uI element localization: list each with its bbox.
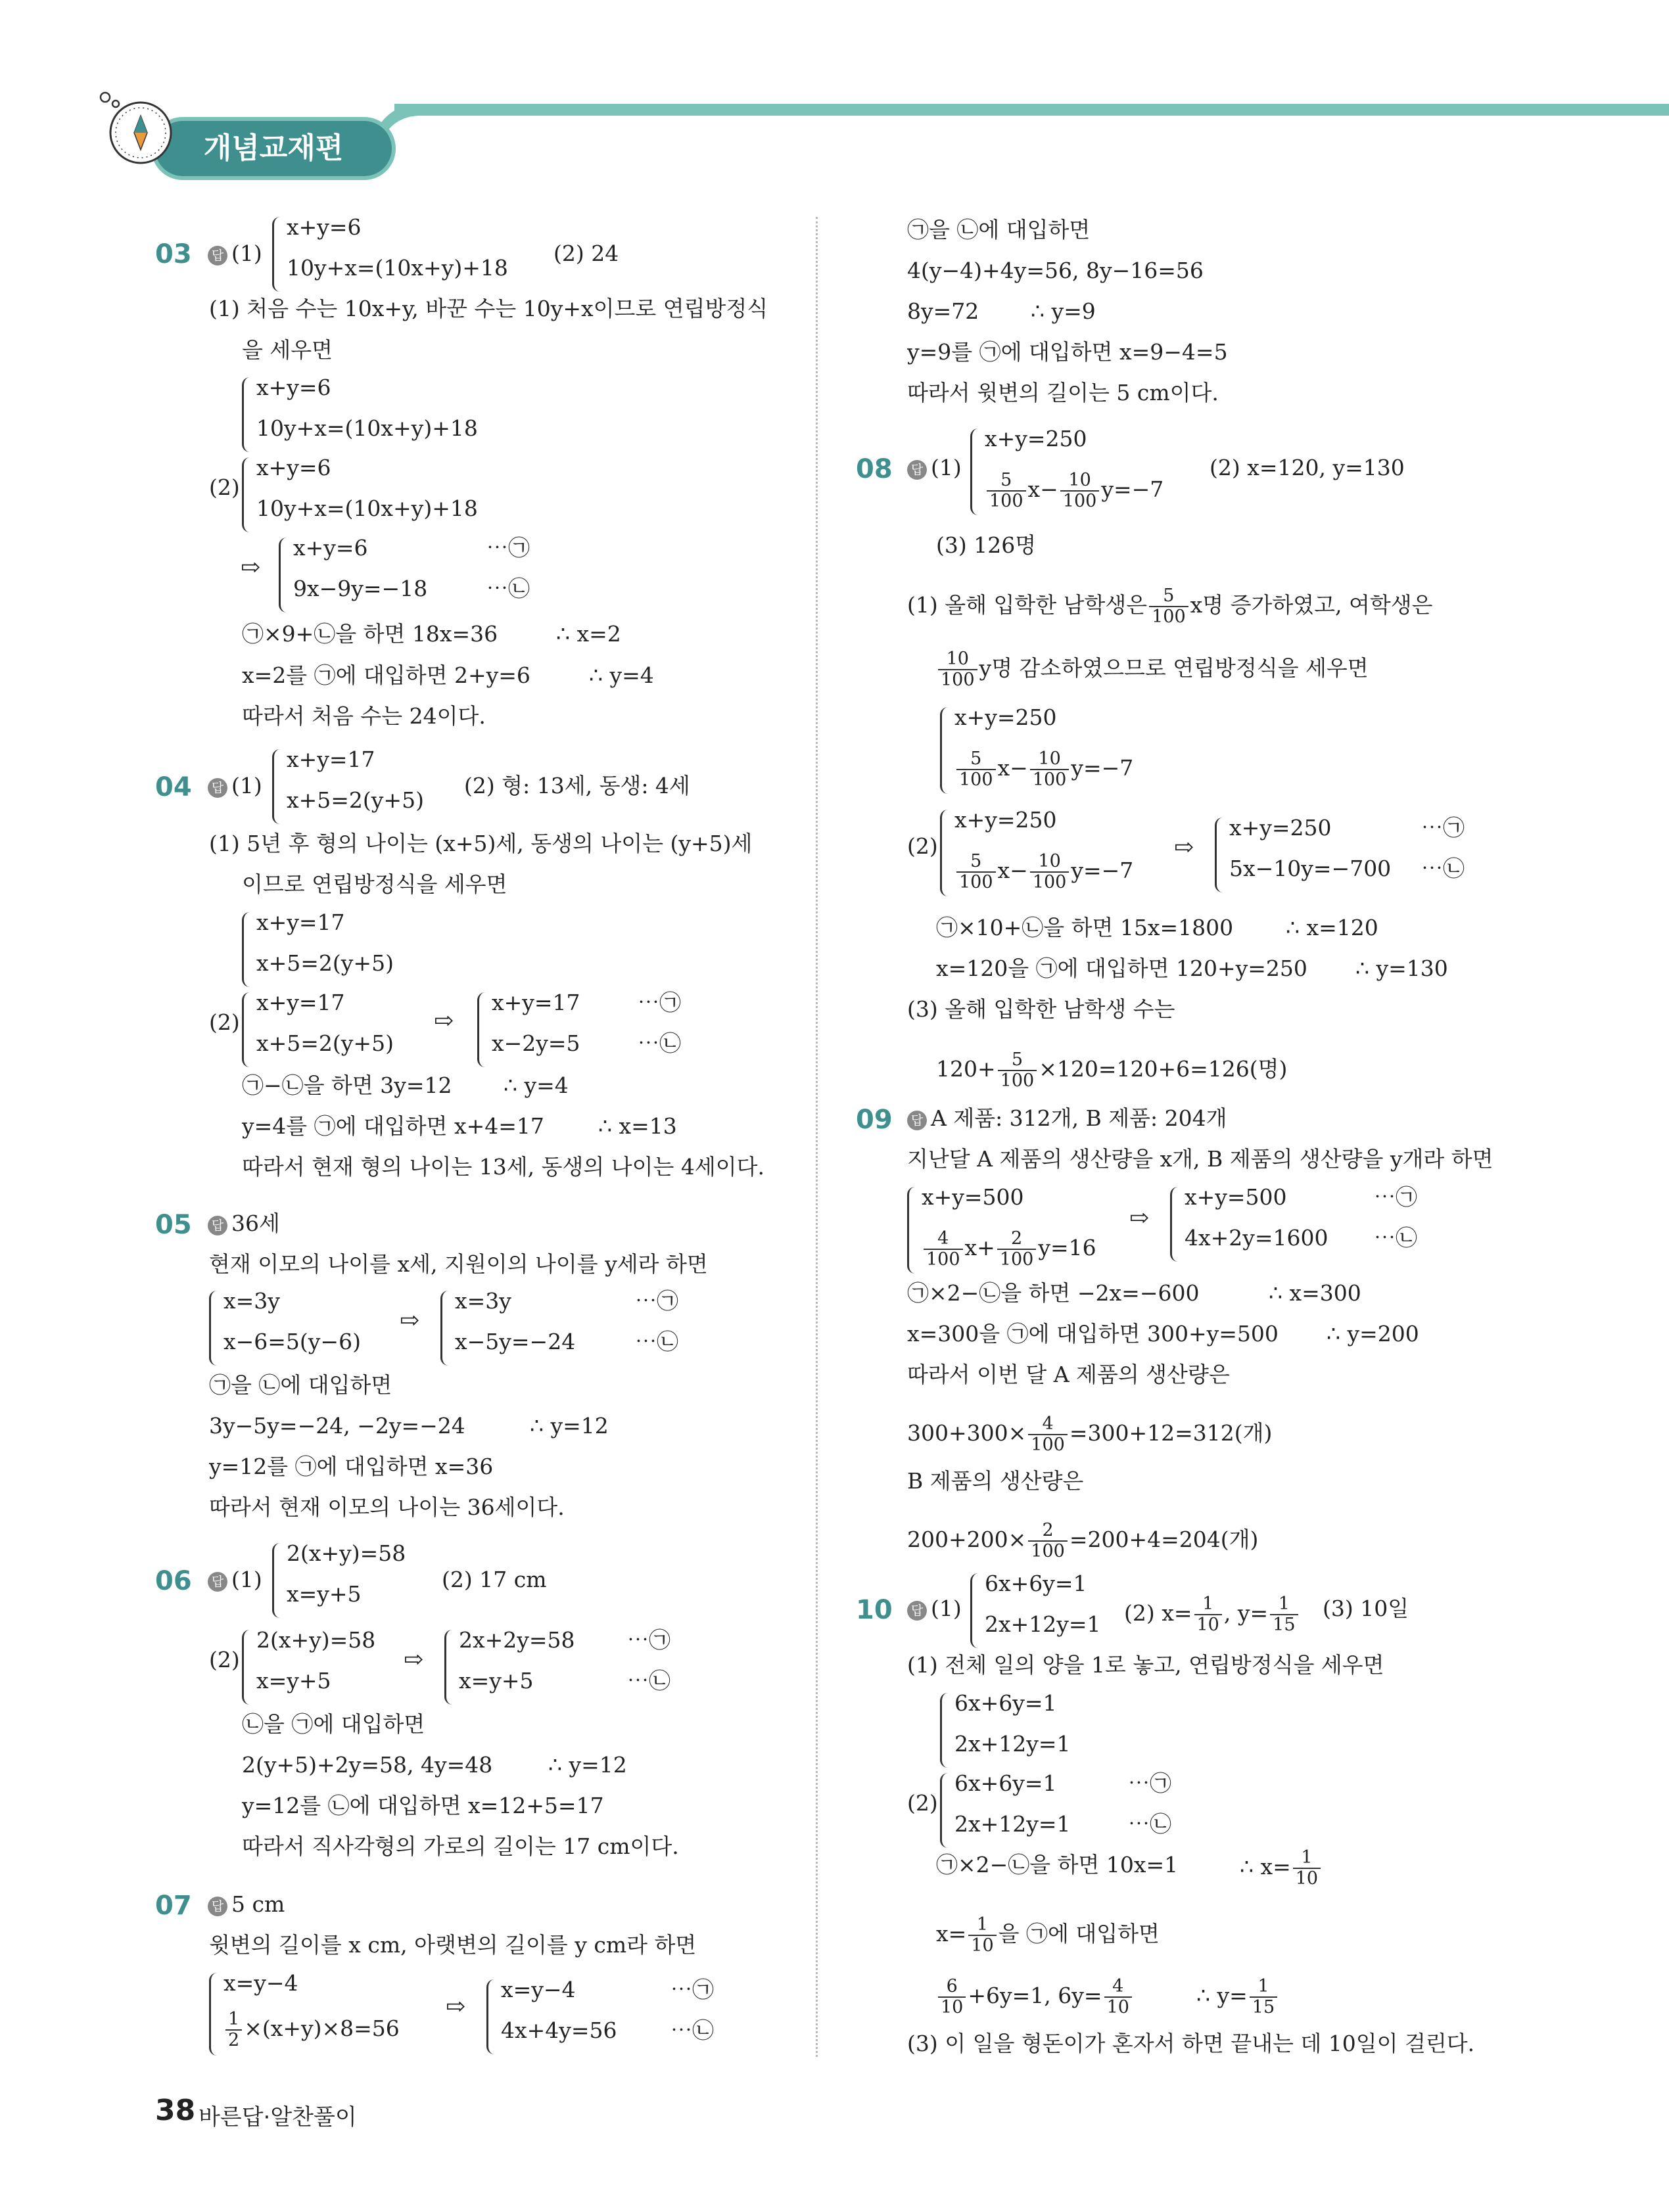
equation: 4x+4y=56 (501, 2017, 617, 2043)
solution-text: ㉠×2−㉡을 하면 10x=1 (936, 1852, 1179, 1878)
solution-text: 따라서 현재 형의 나이는 13세, 동생의 나이는 4세이다. (242, 1154, 764, 1180)
problem-number: 06 (155, 1566, 192, 1596)
equation-system (272, 1540, 436, 1621)
problem-number: 03 (155, 239, 192, 269)
equation-tag: ⋯㉠ (670, 1977, 714, 2002)
equation-system (940, 1770, 1111, 1851)
equation-tag: ⋯㉠ (1421, 815, 1465, 841)
solution-text: (1) 5년 후 형의 나이는 (x+5)세, 동생의 나이는 (y+5)세 (209, 831, 753, 856)
answer-badge-icon: 답 (907, 1601, 927, 1621)
equation: x+y=17 (256, 990, 345, 1015)
equation-tag: ⋯㉠ (627, 1627, 670, 1653)
solution-result: ∴ x=300 (1269, 1280, 1361, 1306)
equation-tag: ⋯㉡ (635, 1329, 678, 1354)
solution-text: 현재 이모의 나이를 x세, 지원이의 나이를 y세라 하면 (209, 1251, 708, 1277)
equation: x=3y (223, 1288, 280, 1314)
answer-line: 답 (1) (907, 455, 962, 481)
equation: 2x+12y=1 (954, 1811, 1071, 1837)
implies-arrow-icon: ⇨ (241, 554, 261, 581)
equation-tag: ⋯㉡ (670, 2017, 714, 2043)
equation: x=y−4 (223, 1970, 298, 1996)
solution-result: ∴ y=12 (530, 1413, 609, 1439)
solution-text: 따라서 현재 이모의 나이는 36세이다. (209, 1494, 565, 1520)
page-number: 38 (155, 2094, 196, 2127)
solution-text: (1) 전체 일의 양을 1로 놓고, 연립방정식을 세우면 (907, 1652, 1384, 1678)
equation: 2(x+y)=58 (287, 1540, 406, 1566)
equation-system (907, 1184, 1144, 1276)
answer-line: 답 36세 (208, 1210, 280, 1237)
equation: $\frac{5}{100}$ x− $\frac{10}{100}$ y=−7 (985, 471, 1164, 511)
equation: 6x+6y=1 (954, 1770, 1057, 1796)
equation: 2(x+y)=58 (256, 1627, 376, 1653)
solution-text: y=12를 ㉡에 대입하면 x=12+5=17 (242, 1793, 604, 1818)
equation: x−2y=5 (492, 1030, 580, 1056)
equation: 2x+12y=1 (985, 1611, 1101, 1637)
solution-result: ∴ x=120 (1286, 915, 1378, 940)
solution-text: ㉠×10+㉡을 하면 15x=1800 (936, 915, 1234, 940)
solution-text: 2(y+5)+2y=58, 4y=48 (242, 1752, 493, 1778)
equation: x+5=2(y+5) (256, 1030, 394, 1056)
equation: x+y=6 (293, 535, 368, 561)
answer-line: 답 (1) (907, 1596, 962, 1622)
equation: x+y=250 (954, 704, 1057, 730)
solution-result: ∴ y=130 (1355, 956, 1448, 981)
equation: 5x−10y=−700 (1229, 856, 1392, 881)
equation-system (940, 704, 1177, 796)
implies-arrow-icon: ⇨ (400, 1307, 420, 1334)
equation-system (272, 747, 469, 827)
equation: $\frac{1}{2}$ ×(x+y)×8=56 (223, 2010, 400, 2050)
solution-text: 따라서 직사각형의 가로의 길이는 17 cm이다. (242, 1833, 679, 1859)
implies-arrow-icon: ⇨ (1129, 1205, 1150, 1232)
solution-text: 120+ $\frac{5}{100}$ ×120=120+6=126(명) (936, 1049, 1288, 1091)
equation-tag: ⋯㉠ (1374, 1184, 1417, 1210)
solution-text: B 제품의 생산량은 (907, 1468, 1084, 1494)
solution-result: ∴ x= $\frac{1}{10}$ (1240, 1848, 1323, 1889)
equation: x+y=500 (922, 1184, 1024, 1210)
equation: 10y+x=(10x+y)+18 (256, 415, 478, 441)
equation-system (444, 1627, 628, 1707)
equation-tag: ⋯㉡ (486, 576, 530, 601)
solution-text: y=4를 ㉠에 대입하면 x+4=17 (242, 1113, 544, 1139)
equation: $\frac{5}{100}$ x− $\frac{10}{100}$ y=−7 (954, 749, 1133, 790)
equation-tag: ⋯㉠ (1128, 1770, 1171, 1796)
answer-part: (2) 형: 13세, 동생: 4세 (464, 773, 690, 798)
solution-text: 이므로 연립방정식을 세우면 (242, 871, 507, 897)
solution-result: ∴ y=12 (548, 1752, 627, 1778)
solution-text: 300+300× $\frac{4}{100}$ =300+12=312(개) (907, 1414, 1273, 1455)
equation: 6x+6y=1 (954, 1690, 1057, 1716)
solution-text: 을 세우면 (242, 337, 333, 363)
solution-text: ㉠×2−㉡을 하면 −2x=−600 (907, 1280, 1200, 1306)
equation: x+5=2(y+5) (287, 787, 424, 813)
answer-line: 답 5 cm (208, 1891, 285, 1918)
answer-badge-icon: 답 (208, 1216, 227, 1235)
compass-clock-icon (97, 89, 175, 167)
solution-text: (3) 이 일을 형돈이가 혼자서 하면 끝내는 데 10일이 걸린다. (907, 2031, 1475, 2056)
solution-result: ∴ y= $\frac{1}{15}$ (1196, 1977, 1279, 2017)
solution-label: (2) (209, 1009, 240, 1035)
equation: x+y=17 (492, 990, 580, 1015)
equation: 2x+2y=58 (459, 1627, 575, 1653)
equation: x+y=250 (954, 807, 1057, 833)
answer-part: (3) 10일 (1323, 1596, 1409, 1621)
problem-number: 05 (155, 1210, 192, 1240)
equation-system (242, 990, 439, 1070)
equation-system (970, 426, 1207, 518)
equation: 9x−9y=−18 (293, 576, 428, 601)
solution-text: 따라서 처음 수는 24이다. (242, 703, 486, 729)
equation: 2x+12y=1 (954, 1731, 1071, 1757)
problem-number: 08 (856, 454, 893, 484)
equation: x=y−4 (501, 1977, 576, 2002)
section-title-pill (151, 117, 396, 180)
solution-text: 따라서 이번 달 A 제품의 생산량은 (907, 1362, 1230, 1387)
equation-system (1215, 815, 1432, 895)
solution-text: 따라서 윗변의 길이는 5 cm이다. (907, 380, 1219, 405)
equation-tag: ⋯㉡ (627, 1668, 670, 1694)
implies-arrow-icon: ⇨ (434, 1007, 454, 1034)
equation-system (242, 375, 505, 455)
solution-text: (1) 처음 수는 10x+y, 바꾼 수는 10y+x이므로 연립방정식 (209, 296, 768, 321)
equation-system (486, 1977, 657, 2057)
equation: x=3y (455, 1288, 511, 1314)
equation: x+y=17 (256, 910, 345, 935)
equation-system (940, 807, 1177, 899)
solution-label: (2) (209, 1647, 240, 1672)
solution-text: (1) 올해 입학한 남학생은 $\frac{5}{100}$ x명 증가하였고, 여학생은 (907, 586, 1433, 627)
solution-text: 지난달 A 제품의 생산량을 x개, B 제품의 생산량을 y개라 하면 (907, 1146, 1493, 1172)
solution-result: ∴ y=200 (1327, 1321, 1419, 1347)
fraction: $\frac{1}{2}$ (225, 2010, 242, 2050)
equation: x+y=250 (985, 426, 1087, 451)
solution-text: 8y=72 (907, 298, 979, 324)
solution-text: ㉡을 ㉠에 대입하면 (242, 1711, 425, 1737)
equation: x+y=500 (1185, 1184, 1287, 1210)
solution-text: 200+200× $\frac{2}{100}$ =200+4=204(개) (907, 1520, 1259, 1561)
equation: x+y=6 (256, 375, 331, 400)
equation: x+5=2(y+5) (256, 950, 394, 976)
solution-text: y=12를 ㉠에 대입하면 x=36 (209, 1454, 494, 1479)
equation: x=y+5 (287, 1581, 362, 1607)
equation: 10y+x=(10x+y)+18 (256, 495, 478, 521)
solution-text: x= $\frac{1}{10}$ 을 ㉠에 대입하면 (936, 1914, 1160, 1956)
solution-result: ∴ y=4 (504, 1072, 569, 1098)
problem-number: 10 (856, 1595, 893, 1625)
implies-arrow-icon: ⇨ (404, 1646, 424, 1673)
answer-part: (3) 126명 (936, 532, 1037, 558)
equation-system (242, 455, 505, 535)
answer-badge-icon: 답 (208, 1897, 227, 1916)
solution-text: (3) 올해 입학한 남학생 수는 (907, 996, 1175, 1022)
solution-text: x=2를 ㉠에 대입하면 2+y=6 (242, 662, 530, 688)
solution-text: y=9를 ㉠에 대입하면 x=9−4=5 (907, 339, 1228, 365)
solution-text: $\frac{10}{100}$ y명 감소하였으므로 연립방정식을 세우면 (936, 649, 1369, 690)
solution-label: (2) (907, 833, 938, 859)
solution-result: ∴ x=2 (556, 621, 621, 647)
solution-text: ㉠을 ㉡에 대입하면 (209, 1372, 392, 1398)
equation: x−5y=−24 (455, 1329, 576, 1354)
equation: $\frac{4}{100}$ x+ $\frac{2}{100}$ y=16 (922, 1229, 1096, 1270)
solution-result: ∴ y=9 (1031, 298, 1096, 324)
answer-part-label: (1) (231, 241, 262, 266)
problem-number: 07 (155, 1891, 192, 1921)
solution-label: (2) (907, 1790, 938, 1816)
equation: x+y=17 (287, 747, 375, 772)
solution-text: 윗변의 길이를 x cm, 아랫변의 길이를 y cm라 하면 (209, 1932, 697, 1958)
equation-tag: ⋯㉠ (638, 990, 681, 1015)
solution-text: x=300을 ㉠에 대입하면 300+y=500 (907, 1321, 1279, 1347)
header-accent-line (394, 104, 1669, 116)
answer-line: 답 (1) (208, 1567, 262, 1593)
answer-part: (2) x=120, y=130 (1210, 455, 1405, 480)
section-title: 개념교재편 (203, 131, 344, 165)
solution-text: x=120을 ㉠에 대입하면 120+y=250 (936, 956, 1307, 981)
answer-part: (2) 17 cm (442, 1567, 547, 1592)
equation-system (272, 214, 535, 294)
equation-tag: ⋯㉡ (1374, 1225, 1417, 1251)
equation-system (209, 1288, 406, 1368)
equation: x+y=6 (287, 214, 362, 240)
answer-badge-icon: 답 (208, 778, 227, 798)
equation: x+y=250 (1229, 815, 1332, 841)
column-divider (816, 217, 818, 2057)
equation: $\frac{5}{100}$ x− $\frac{10}{100}$ y=−7 (954, 852, 1133, 892)
answer-line: 답 (1) (208, 773, 262, 799)
solution-result: ∴ y=4 (589, 662, 654, 688)
equation-tag: ⋯㉡ (1128, 1811, 1171, 1837)
solution-result: ∴ x=13 (598, 1113, 677, 1139)
answer-badge-icon: 답 (907, 1111, 927, 1130)
equation-system (1170, 1184, 1387, 1264)
solution-text: $\frac{6}{10}$ +6y=1, 6y= $\frac{4}{10}$ (936, 1977, 1134, 2017)
solution-text: ㉠−㉡을 하면 3y=12 (242, 1072, 452, 1098)
problem-number: 04 (155, 772, 192, 802)
equation-system (209, 1970, 446, 2058)
problem-number: 09 (856, 1105, 893, 1135)
equation-system (970, 1571, 1121, 1651)
solution-text: 3y−5y=−24, −2y=−24 (209, 1413, 465, 1439)
answer-part: (2) x= $\frac{1}{10}$ , y= $\frac{1}{15}$ (1124, 1594, 1300, 1635)
equation: x+y=6 (256, 455, 331, 480)
answer-badge-icon: 답 (907, 460, 927, 480)
solution-text: 4(y−4)+4y=56, 8y−16=56 (907, 258, 1204, 283)
equation-system (440, 1288, 638, 1368)
equation: 6x+6y=1 (985, 1571, 1087, 1596)
solution-text: ㉠×9+㉡을 하면 18x=36 (242, 621, 498, 647)
implies-arrow-icon: ⇨ (446, 1993, 466, 2020)
equation: x=y+5 (256, 1668, 331, 1694)
equation-system (242, 1627, 406, 1707)
equation-system (940, 1690, 1111, 1770)
solution-label: (2) (209, 474, 240, 500)
equation: 10y+x=(10x+y)+18 (287, 255, 508, 281)
answer-badge-icon: 답 (208, 1572, 227, 1592)
solution-text: ㉠을 ㉡에 대입하면 (907, 217, 1091, 242)
equation-system (242, 910, 439, 990)
answer-part: (2) 24 (553, 241, 619, 266)
equation: x−6=5(y−6) (223, 1329, 361, 1354)
equation: x=y+5 (459, 1668, 534, 1694)
equation-tag: ⋯㉠ (635, 1288, 678, 1314)
answer-line (208, 241, 262, 267)
equation-tag: ⋯㉠ (486, 535, 530, 561)
equation-tag: ⋯㉡ (638, 1030, 681, 1056)
answer-line: 답 A 제품: 312개, B 제품: 204개 (907, 1105, 1227, 1132)
equation: 4x+2y=1600 (1185, 1225, 1328, 1251)
book-title: 바른답·알찬풀이 (199, 2104, 357, 2131)
implies-arrow-icon: ⇨ (1174, 834, 1194, 861)
answer-badge-icon: 답 (208, 246, 227, 265)
brace (272, 217, 282, 292)
equation-tag: ⋯㉡ (1421, 856, 1465, 881)
